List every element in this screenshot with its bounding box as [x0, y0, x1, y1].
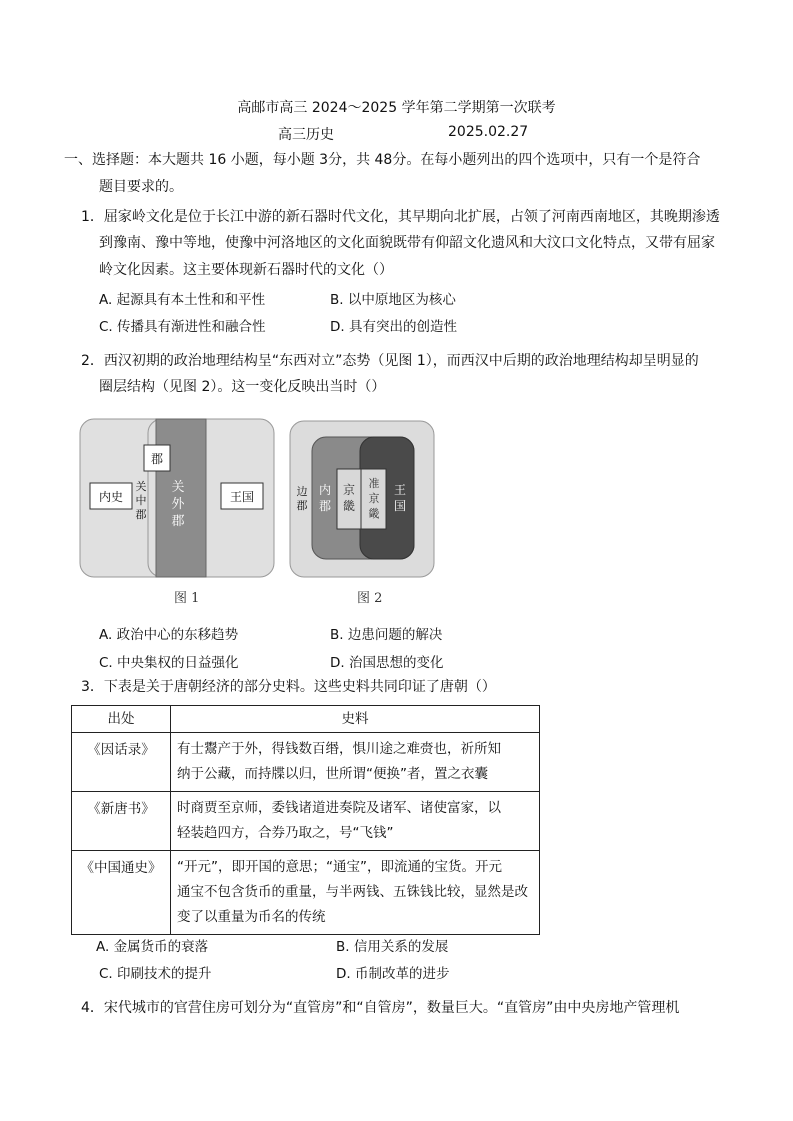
table-header-material: 史料: [171, 706, 540, 733]
material-line: 变了以重量为币名的传统: [177, 909, 326, 925]
section-heading-cont: 题目要求的。: [99, 179, 183, 195]
table-cell-material: [171, 733, 540, 792]
material-line: 纳于公藏，而持牒以归，世所谓“便换”者，置之衣囊: [177, 766, 488, 782]
fig1-guanwai-char2: 外: [171, 497, 185, 512]
fig2-wangguo-char1: 王: [393, 483, 407, 497]
figure-1-diagram: [78, 417, 278, 579]
table-cell-source: 《新唐书》: [72, 792, 171, 851]
table-row: [72, 792, 540, 851]
q3-option-c: C. 印刷技术的提升: [99, 966, 212, 982]
fig1-guanzhong-char1: 关: [135, 480, 147, 493]
table-header-source: 出处: [72, 706, 171, 733]
figure-2-caption: 图 2: [357, 591, 383, 606]
table-row: [72, 851, 540, 935]
q3-source-table: [71, 705, 540, 935]
subject-label: 高三历史: [278, 127, 334, 143]
material-line: 有士鬻产于外，得钱数百缗，惧川途之难赍也，祈所知: [177, 741, 501, 757]
q3-stem: 3．下表是关于唐朝经济的部分史料。这些史料共同印证了唐朝（）: [81, 679, 496, 695]
table-header-row: [72, 706, 540, 733]
table-cell-material: [171, 792, 540, 851]
fig2-neijun-char2: 郡: [318, 499, 332, 513]
exam-title: 高邮市高三 2024～2025 学年第二学期第一次联考: [237, 100, 556, 116]
fig1-guanzhong-char2: 中: [135, 494, 147, 507]
q3-option-b: B. 信用关系的发展: [336, 939, 449, 955]
q1-stem-line1: 1．屈家岭文化是位于长江中游的新石器时代文化，其早期向北扩展，占领了河南西南地区，其晚期渗透: [81, 209, 720, 225]
q2-option-a: A. 政治中心的东移趋势: [99, 627, 239, 643]
fig1-neishi-label: 内史: [98, 490, 124, 504]
q1-stem-line2: 到豫南、豫中等地，使豫中河洛地区的文化面貌既带有仰韶文化遗风和大汶口文化特点，又带有屈家: [99, 235, 715, 251]
table-cell-source: 《中国通史》: [72, 851, 171, 935]
fig2-bianjun-char1: 边: [296, 485, 308, 498]
q3-option-a: A. 金属货币的衰落: [96, 939, 209, 955]
fig1-wangguo-label: 王国: [229, 490, 255, 504]
material-line: 通宝不包含货币的重量，与半两钱、五铢钱比较，显然是改: [177, 884, 528, 900]
q2-option-b: B. 边患问题的解决: [330, 627, 443, 643]
fig2-zhunjingji-char2: 京: [368, 492, 380, 505]
q2-option-d: D. 治国思想的变化: [330, 655, 444, 671]
fig2-jingji-char2: 畿: [342, 499, 356, 513]
figure-2-diagram: [288, 419, 436, 579]
material-line: “开元”，即开国的意思；“通宝”，即流通的宝货。开元: [177, 859, 502, 875]
section-heading: 一、选择题：本大题共 16 小题，每小题 3分，共 48分。在每小题列出的四个选项中，只有一个是符合: [64, 152, 701, 168]
fig2-jingji-char1: 京: [342, 483, 356, 497]
material-line: 时商贾至京师，委钱诸道进奏院及诸军、诸使富家，以: [177, 800, 501, 816]
fig1-guanwai-char3: 郡: [171, 514, 185, 529]
fig2-zhunjingji-char3: 畿: [368, 507, 380, 520]
figure-1-caption: 图 1: [174, 591, 200, 606]
fig2-neijun-char1: 内: [318, 483, 332, 497]
q1-option-c: C. 传播具有渐进性和融合性: [99, 319, 266, 335]
fig2-bianjun-char2: 郡: [296, 499, 308, 512]
table-cell-material: [171, 851, 540, 935]
q1-option-d: D. 具有突出的创造性: [330, 319, 457, 335]
material-line: 轻装趋四方，合券乃取之，号“飞钱”: [177, 825, 394, 841]
fig2-zhunjingji-char1: 准: [368, 477, 380, 490]
q1-option-a: A. 起源具有本土性和和平性: [99, 292, 266, 308]
q1-stem-line3: 岭文化因素。这主要体现新石器时代的文化（）: [99, 262, 393, 278]
fig2-wangguo-char2: 国: [393, 499, 407, 513]
table-cell-source: 《因话录》: [72, 733, 171, 792]
table-row: [72, 733, 540, 792]
q3-option-d: D. 币制改革的进步: [336, 966, 450, 982]
q4-stem-line1: 4．宋代城市的官营住房可划分为“直管房”和“自管房”，数量巨大。“直管房”由中央房地产管理机: [81, 1000, 680, 1016]
fig1-guanwai-char1: 关: [171, 480, 185, 495]
fig1-guanzhong-char3: 郡: [135, 508, 147, 521]
q2-option-c: C. 中央集权的日益强化: [99, 655, 239, 671]
fig1-jun-label: 郡: [150, 452, 164, 466]
exam-date: 2025.02.27: [448, 124, 529, 140]
q2-stem-line1: 2．西汉初期的政治地理结构呈“东西对立”态势（见图 1），而西汉中后期的政治地理结构却呈明显的: [81, 353, 699, 369]
q1-option-b: B. 以中原地区为核心: [330, 292, 456, 308]
q2-stem-line2: 圈层结构（见图 2）。这一变化反映出当时（）: [99, 379, 386, 395]
